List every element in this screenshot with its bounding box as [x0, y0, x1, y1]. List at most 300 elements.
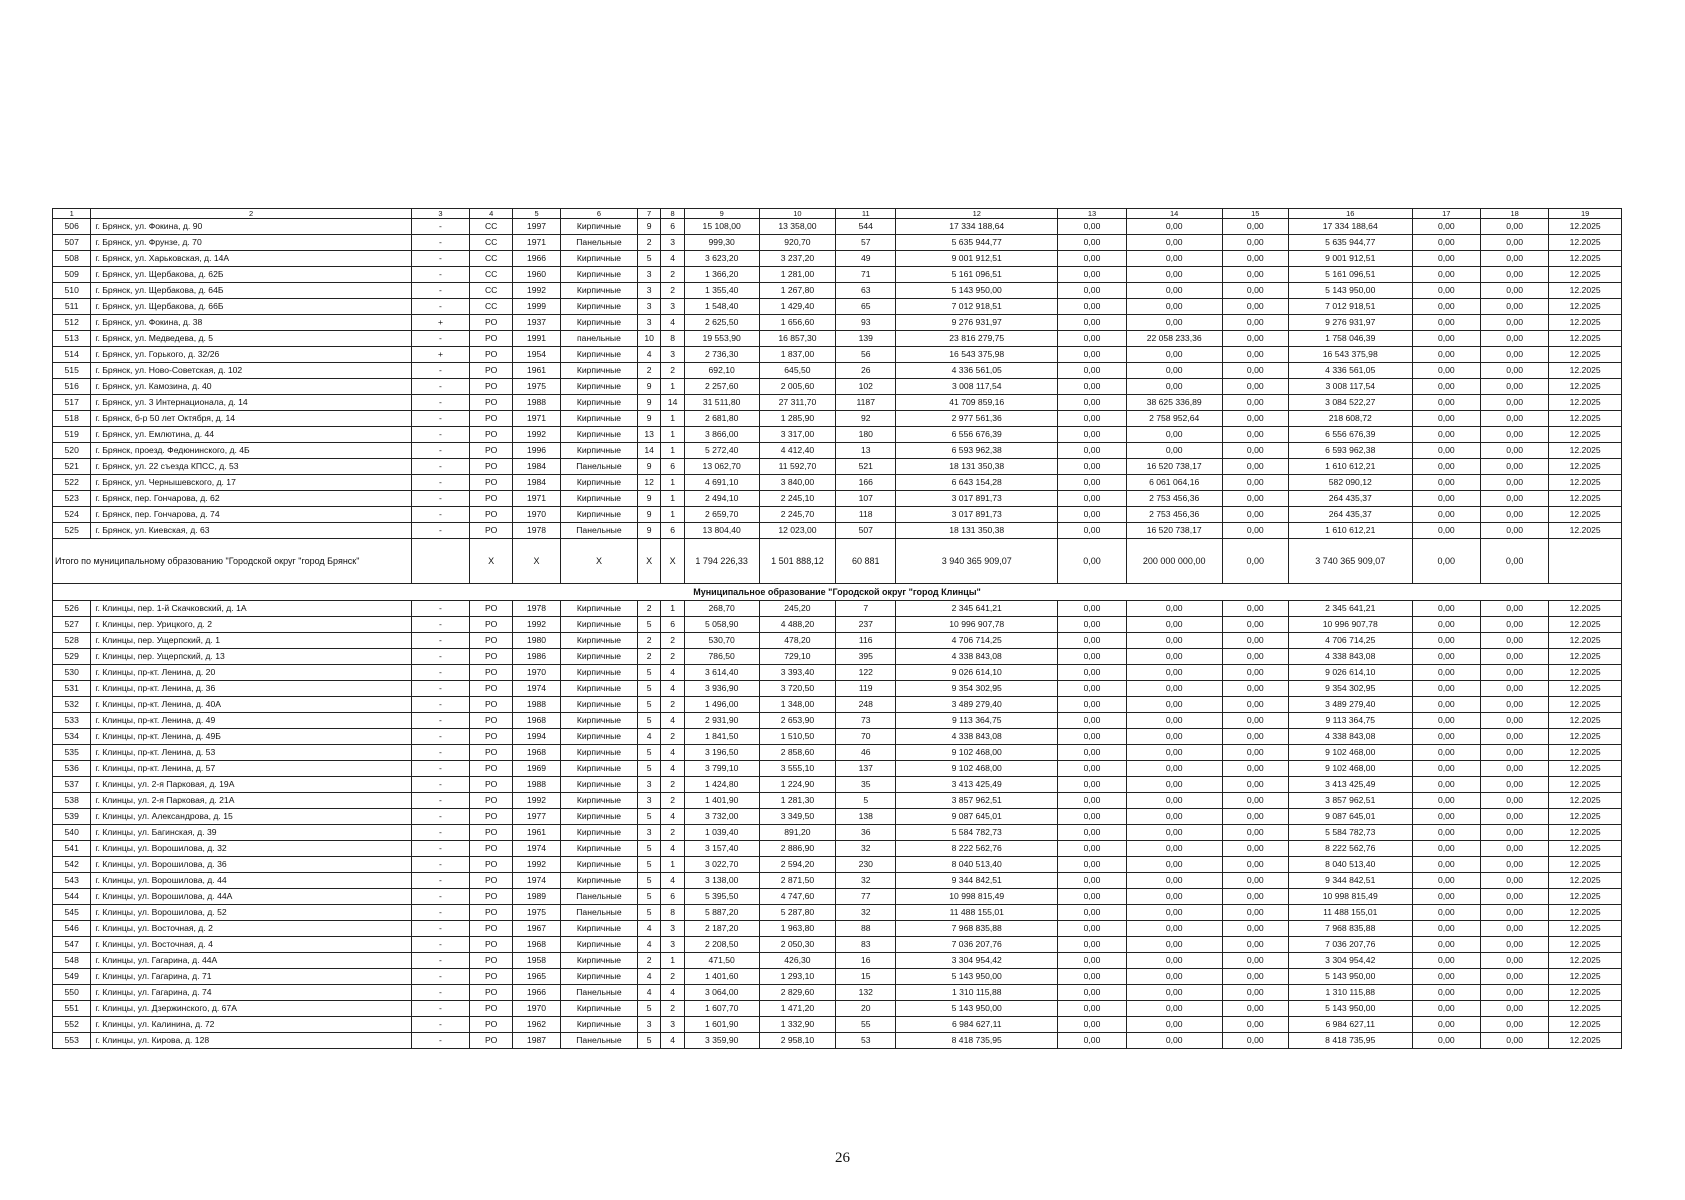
table-row — [53, 825, 1622, 841]
table-cell: 0,00 — [1058, 459, 1126, 475]
table-cell: Кирпичные — [561, 379, 638, 395]
table-cell: 521 — [53, 459, 91, 475]
table-cell: 0,00 — [1222, 459, 1288, 475]
table-cell: 2 — [637, 363, 660, 379]
table-cell: 0,00 — [1412, 809, 1480, 825]
table-cell: 0,00 — [1222, 841, 1288, 857]
table-cell: РО — [470, 681, 513, 697]
table-cell: 2 — [637, 953, 660, 969]
table-cell: 546 — [53, 921, 91, 937]
table-cell: 0,00 — [1058, 267, 1126, 283]
table-cell: 5 143 950,00 — [896, 1001, 1058, 1017]
table-cell: 2 257,60 — [684, 379, 759, 395]
table-cell: 3 304 954,42 — [896, 953, 1058, 969]
table-cell: 0,00 — [1126, 235, 1222, 251]
table-cell: - — [411, 617, 470, 633]
table-cell: 521 — [836, 459, 896, 475]
table-cell: РО — [470, 347, 513, 363]
table-cell: 2 — [637, 649, 660, 665]
table-cell: 0,00 — [1480, 411, 1548, 427]
table-cell: РО — [470, 443, 513, 459]
table-cell: 512 — [53, 315, 91, 331]
table-cell: 22 058 233,36 — [1126, 331, 1222, 347]
table-cell: 13 804,40 — [684, 523, 759, 539]
table-cell: 0,00 — [1412, 665, 1480, 681]
table-cell: 12.2025 — [1549, 363, 1622, 379]
table-cell: 5 — [637, 697, 660, 713]
table-cell: + — [411, 315, 470, 331]
table-cell: г. Брянск, пер. Гончарова, д. 74 — [91, 507, 411, 523]
table-cell: 12.2025 — [1549, 267, 1622, 283]
table-cell: 15 — [836, 969, 896, 985]
table-cell: г. Клинцы, ул. Гагарина, д. 71 — [91, 969, 411, 985]
table-cell: 0,00 — [1222, 491, 1288, 507]
table-cell: - — [411, 411, 470, 427]
table-cell: 8 222 562,76 — [896, 841, 1058, 857]
table-cell: 1 310 115,88 — [896, 985, 1058, 1001]
table-cell: 0,00 — [1126, 697, 1222, 713]
table-cell: 12.2025 — [1549, 697, 1622, 713]
table-cell: 16 520 738,17 — [1126, 523, 1222, 539]
table-cell: Кирпичные — [561, 681, 638, 697]
table-cell: 6 — [661, 617, 684, 633]
table-cell: 9 — [637, 411, 660, 427]
table-cell: 0,00 — [1412, 283, 1480, 299]
table-cell: 527 — [53, 617, 91, 633]
table-cell: РО — [470, 459, 513, 475]
table-cell: 0,00 — [1058, 427, 1126, 443]
table-row — [53, 921, 1622, 937]
table-cell: 3 022,70 — [684, 857, 759, 873]
table-cell: 4 — [661, 665, 684, 681]
table-cell: 4 706 714,25 — [1288, 633, 1412, 649]
table-cell: РО — [470, 427, 513, 443]
table-cell: 3 — [661, 1017, 684, 1033]
table-cell: 2 494,10 — [684, 491, 759, 507]
table-cell: 0,00 — [1058, 937, 1126, 953]
table-cell: 9 113 364,75 — [1288, 713, 1412, 729]
table-cell: 0,00 — [1222, 219, 1288, 235]
table-cell: 107 — [836, 491, 896, 507]
table-cell: 509 — [53, 267, 91, 283]
table-cell: 2 — [637, 601, 660, 617]
table-cell: 12 023,00 — [759, 523, 836, 539]
table-cell: - — [411, 251, 470, 267]
table-cell: 1984 — [513, 459, 561, 475]
table-cell: 1 429,40 — [759, 299, 836, 315]
table-cell: 3 720,50 — [759, 681, 836, 697]
table-cell: 0,00 — [1058, 235, 1126, 251]
table-cell — [1549, 539, 1622, 584]
table-cell: 0,00 — [1480, 347, 1548, 363]
table-cell: 3 393,40 — [759, 665, 836, 681]
table-cell: г. Брянск, ул. Фокина, д. 90 — [91, 219, 411, 235]
table-row — [53, 729, 1622, 745]
table-cell: Кирпичные — [561, 299, 638, 315]
table-cell: 0,00 — [1058, 617, 1126, 633]
table-cell: - — [411, 697, 470, 713]
table-cell: 543 — [53, 873, 91, 889]
table-cell: Кирпичные — [561, 745, 638, 761]
table-cell: 4 336 561,05 — [1288, 363, 1412, 379]
table-cell: - — [411, 443, 470, 459]
table-cell: РО — [470, 363, 513, 379]
table-cell: 9 102 468,00 — [896, 745, 1058, 761]
table-cell: 0,00 — [1058, 411, 1126, 427]
table-cell: 1971 — [513, 411, 561, 427]
table-cell: Кирпичные — [561, 617, 638, 633]
table-cell: 478,20 — [759, 633, 836, 649]
table-cell: 0,00 — [1126, 601, 1222, 617]
table-cell: 0,00 — [1126, 267, 1222, 283]
table-cell: 0,00 — [1222, 443, 1288, 459]
table-cell: 12.2025 — [1549, 793, 1622, 809]
table-cell: 9 087 645,01 — [896, 809, 1058, 825]
table-cell: 1994 — [513, 729, 561, 745]
table-cell: 5 143 950,00 — [1288, 969, 1412, 985]
table-cell: 41 709 859,16 — [896, 395, 1058, 411]
table-cell: 3 008 117,54 — [1288, 379, 1412, 395]
table-cell: 2 — [661, 825, 684, 841]
table-cell: 2 245,10 — [759, 491, 836, 507]
table-cell: 13 — [836, 443, 896, 459]
table-cell: г. Брянск, ул. 3 Интернационала, д. 14 — [91, 395, 411, 411]
table-cell: 0,00 — [1222, 889, 1288, 905]
table-cell: 12.2025 — [1549, 459, 1622, 475]
table-cell: 0,00 — [1058, 649, 1126, 665]
table-cell: 2 187,20 — [684, 921, 759, 937]
table-cell: 552 — [53, 1017, 91, 1033]
table-cell: 1 424,80 — [684, 777, 759, 793]
table-cell: 4 338 843,08 — [1288, 729, 1412, 745]
table-cell: РО — [470, 761, 513, 777]
table-cell: 5 — [637, 665, 660, 681]
table-cell: 525 — [53, 523, 91, 539]
table-cell: 1975 — [513, 905, 561, 921]
table-cell: 9 — [684, 209, 759, 219]
table-cell: 3 840,00 — [759, 475, 836, 491]
table-row — [53, 953, 1622, 969]
table-row — [53, 475, 1622, 491]
table-cell: 2 858,60 — [759, 745, 836, 761]
table-cell: 12.2025 — [1549, 969, 1622, 985]
table-cell: 12.2025 — [1549, 283, 1622, 299]
table-cell: РО — [470, 411, 513, 427]
table-cell: 0,00 — [1480, 267, 1548, 283]
table-cell: 3 304 954,42 — [1288, 953, 1412, 969]
table-cell: 523 — [53, 491, 91, 507]
table-cell: 0,00 — [1480, 379, 1548, 395]
table-cell: 0,00 — [1412, 889, 1480, 905]
table-cell: РО — [470, 379, 513, 395]
table-cell: 4 338 843,08 — [896, 649, 1058, 665]
table-cell: 548 — [53, 953, 91, 969]
table-cell: 5 — [637, 251, 660, 267]
table-cell: 0,00 — [1222, 825, 1288, 841]
table-cell: 0,00 — [1480, 507, 1548, 523]
table-cell: 0,00 — [1126, 315, 1222, 331]
table-cell: РО — [470, 331, 513, 347]
table-cell: - — [411, 649, 470, 665]
table-cell: г. Клинцы, ул. Калинина, д. 72 — [91, 1017, 411, 1033]
table-cell: 0,00 — [1058, 379, 1126, 395]
table-cell: Кирпичные — [561, 921, 638, 937]
table-cell: 0,00 — [1126, 681, 1222, 697]
table-row — [53, 905, 1622, 921]
table-cell: Кирпичные — [561, 601, 638, 617]
table-cell: Х — [470, 539, 513, 584]
table-cell: 16 — [836, 953, 896, 969]
table-cell: - — [411, 219, 470, 235]
table-cell: 4 488,20 — [759, 617, 836, 633]
table-cell: 0,00 — [1412, 905, 1480, 921]
table-cell: 519 — [53, 427, 91, 443]
table-cell: Кирпичные — [561, 793, 638, 809]
table-cell: 3 317,00 — [759, 427, 836, 443]
table-cell: 2 871,50 — [759, 873, 836, 889]
table-row — [53, 649, 1622, 665]
table-cell: 3 — [637, 315, 660, 331]
table-cell: 0,00 — [1222, 235, 1288, 251]
table-row — [53, 507, 1622, 523]
table-cell: 551 — [53, 1001, 91, 1017]
table-cell: 1 656,60 — [759, 315, 836, 331]
table-cell: 0,00 — [1222, 395, 1288, 411]
table-cell: Кирпичные — [561, 219, 638, 235]
table-row — [53, 299, 1622, 315]
table-cell: - — [411, 873, 470, 889]
table-cell: 0,00 — [1222, 1033, 1288, 1049]
table-cell: 522 — [53, 475, 91, 491]
table-cell: 0,00 — [1480, 1017, 1548, 1033]
table-cell: 7 — [836, 601, 896, 617]
table-cell: 5 143 950,00 — [896, 969, 1058, 985]
table-cell: 1 401,60 — [684, 969, 759, 985]
table-cell: 0,00 — [1126, 713, 1222, 729]
table-cell: - — [411, 841, 470, 857]
section-heading-row — [53, 584, 1622, 601]
table-cell: г. Клинцы, пр-кт. Ленина, д. 20 — [91, 665, 411, 681]
table-cell: 12.2025 — [1549, 857, 1622, 873]
table-cell: 3 — [637, 793, 660, 809]
table-cell: 3 064,00 — [684, 985, 759, 1001]
table-cell: 1 281,00 — [759, 267, 836, 283]
table-cell: 49 — [836, 251, 896, 267]
table-cell: г. Клинцы, пр-кт. Ленина, д. 53 — [91, 745, 411, 761]
table-row — [53, 777, 1622, 793]
table-cell: 999,30 — [684, 235, 759, 251]
table-cell: 0,00 — [1480, 761, 1548, 777]
table-cell: 3 196,50 — [684, 745, 759, 761]
table-cell: 3 — [661, 921, 684, 937]
table-cell: 4 — [661, 251, 684, 267]
table-cell: 0,00 — [1412, 315, 1480, 331]
table-cell: 3 799,10 — [684, 761, 759, 777]
table-cell: 122 — [836, 665, 896, 681]
table-cell: 2 594,20 — [759, 857, 836, 873]
table-cell: 517 — [53, 395, 91, 411]
table-cell: РО — [470, 809, 513, 825]
table-cell: 2 758 952,64 — [1126, 411, 1222, 427]
table-cell: 12.2025 — [1549, 219, 1622, 235]
table-cell: 8 040 513,40 — [896, 857, 1058, 873]
table-row — [53, 363, 1622, 379]
table-cell: 0,00 — [1126, 745, 1222, 761]
table-cell: 1989 — [513, 889, 561, 905]
table-cell: 8 — [661, 331, 684, 347]
table-row — [53, 331, 1622, 347]
table-cell: 2 345 641,21 — [896, 601, 1058, 617]
table-cell: г. Клинцы, пр-кт. Ленина, д. 40А — [91, 697, 411, 713]
table-cell: 12.2025 — [1549, 777, 1622, 793]
table-cell: 3 614,40 — [684, 665, 759, 681]
table-cell: 2 — [661, 633, 684, 649]
table-cell: 4 — [661, 809, 684, 825]
table-cell: 2 050,30 — [759, 937, 836, 953]
table-cell: 0,00 — [1222, 379, 1288, 395]
table-cell: 0,00 — [1222, 697, 1288, 713]
table-cell: 245,20 — [759, 601, 836, 617]
table-cell: 0,00 — [1126, 761, 1222, 777]
table-cell: 0,00 — [1412, 331, 1480, 347]
table-cell: Кирпичные — [561, 363, 638, 379]
table-cell: 0,00 — [1058, 777, 1126, 793]
table-cell: 1 610 612,21 — [1288, 459, 1412, 475]
table-cell: - — [411, 395, 470, 411]
table-cell: 1975 — [513, 379, 561, 395]
table-cell: 16 520 738,17 — [1126, 459, 1222, 475]
table-cell: 8 — [661, 905, 684, 921]
table-cell: 544 — [53, 889, 91, 905]
table-cell: 5 — [637, 889, 660, 905]
table-cell: 645,50 — [759, 363, 836, 379]
table-cell: - — [411, 825, 470, 841]
table-cell: СС — [470, 299, 513, 315]
table-cell: 17 — [1412, 209, 1480, 219]
table-cell: Кирпичные — [561, 283, 638, 299]
table-cell: г. Брянск, ул. Емлютина, д. 44 — [91, 427, 411, 443]
table-cell: - — [411, 299, 470, 315]
table-cell: 15 — [1222, 209, 1288, 219]
table-cell: Кирпичные — [561, 809, 638, 825]
table-cell: 1971 — [513, 235, 561, 251]
table-cell: 5 584 782,73 — [1288, 825, 1412, 841]
table-cell: 0,00 — [1058, 299, 1126, 315]
table-cell: г. Брянск, ул. Щербакова, д. 62Б — [91, 267, 411, 283]
table-cell: г. Клинцы, ул. Ворошилова, д. 52 — [91, 905, 411, 921]
table-cell: 0,00 — [1480, 617, 1548, 633]
table-cell: 1974 — [513, 681, 561, 697]
table-cell: 0,00 — [1126, 1017, 1222, 1033]
table-cell: 4 691,10 — [684, 475, 759, 491]
table-cell: 5 — [637, 1033, 660, 1049]
table-cell: 1 — [661, 379, 684, 395]
table-cell: РО — [470, 1017, 513, 1033]
table-cell: 32 — [836, 873, 896, 889]
table-cell: Кирпичные — [561, 443, 638, 459]
table-cell: 539 — [53, 809, 91, 825]
table-cell: 0,00 — [1222, 267, 1288, 283]
table-cell: 3 017 891,73 — [896, 491, 1058, 507]
table-cell: 0,00 — [1126, 219, 1222, 235]
table-cell: РО — [470, 793, 513, 809]
table-cell: 0,00 — [1412, 841, 1480, 857]
table-cell: 118 — [836, 507, 896, 523]
table-cell: - — [411, 745, 470, 761]
table-body — [53, 209, 1622, 1049]
table-cell: 7 036 207,76 — [896, 937, 1058, 953]
table-row — [53, 793, 1622, 809]
table-cell: 0,00 — [1058, 633, 1126, 649]
table-cell: 0,00 — [1126, 953, 1222, 969]
table-cell: РО — [470, 649, 513, 665]
table-cell: 0,00 — [1126, 841, 1222, 857]
table-cell: 0,00 — [1412, 857, 1480, 873]
table-cell: 0,00 — [1480, 283, 1548, 299]
table-cell: 77 — [836, 889, 896, 905]
table-cell: 1965 — [513, 969, 561, 985]
table-cell: РО — [470, 825, 513, 841]
table-cell: 12.2025 — [1549, 395, 1622, 411]
table-cell: 0,00 — [1412, 681, 1480, 697]
table-cell: 2 659,70 — [684, 507, 759, 523]
table-cell: 4 706 714,25 — [896, 633, 1058, 649]
table-cell: - — [411, 809, 470, 825]
table-cell: 0,00 — [1058, 905, 1126, 921]
table-cell: 0,00 — [1126, 905, 1222, 921]
table-cell: 10 998 815,49 — [1288, 889, 1412, 905]
table-cell: 27 311,70 — [759, 395, 836, 411]
table-cell: 2 — [91, 209, 411, 219]
table-cell: - — [411, 601, 470, 617]
table-cell: 0,00 — [1058, 1017, 1126, 1033]
table-cell: - — [411, 331, 470, 347]
table-cell: 5 — [637, 873, 660, 889]
table-cell: 4 — [661, 713, 684, 729]
table-cell: 1986 — [513, 649, 561, 665]
table-cell: 1967 — [513, 921, 561, 937]
table-cell: РО — [470, 507, 513, 523]
table-cell: 1 — [53, 209, 91, 219]
table-cell: 2 208,50 — [684, 937, 759, 953]
table-cell: 9 001 912,51 — [896, 251, 1058, 267]
table-cell: - — [411, 1001, 470, 1017]
table-cell: 12.2025 — [1549, 681, 1622, 697]
table-cell: 5 — [637, 713, 660, 729]
table-cell: 0,00 — [1480, 873, 1548, 889]
table-cell: 9 344 842,51 — [1288, 873, 1412, 889]
table-cell: 0,00 — [1480, 251, 1548, 267]
table-cell: 4 747,60 — [759, 889, 836, 905]
table-cell: 70 — [836, 729, 896, 745]
table-cell: 0,00 — [1222, 777, 1288, 793]
table-cell: 3 017 891,73 — [896, 507, 1058, 523]
table-cell: РО — [470, 633, 513, 649]
table-cell: 2 736,30 — [684, 347, 759, 363]
table-cell: 1937 — [513, 315, 561, 331]
table-cell: г. Клинцы, ул. Восточная, д. 4 — [91, 937, 411, 953]
table-cell: 1984 — [513, 475, 561, 491]
table-cell: 0,00 — [1480, 969, 1548, 985]
table-cell: 516 — [53, 379, 91, 395]
table-cell: 7 012 918,51 — [896, 299, 1058, 315]
table-cell: 395 — [836, 649, 896, 665]
table-cell: 1 471,20 — [759, 1001, 836, 1017]
table-cell: 5 — [637, 681, 660, 697]
table-cell: 1969 — [513, 761, 561, 777]
table-cell: 12.2025 — [1549, 331, 1622, 347]
table-cell: 12.2025 — [1549, 1017, 1622, 1033]
